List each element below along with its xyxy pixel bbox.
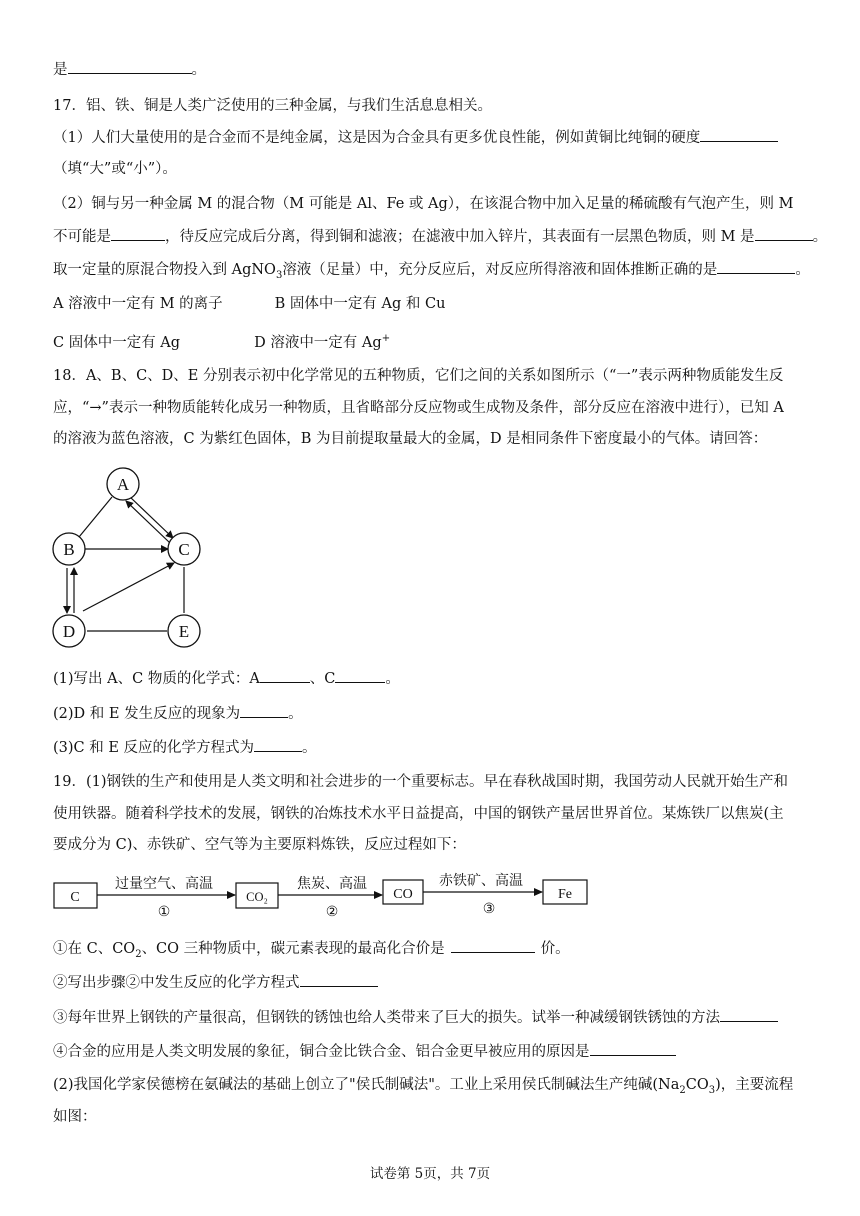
flow-step-3: ③ bbox=[482, 901, 496, 917]
q18-text: 。 bbox=[385, 671, 400, 687]
q19-text: CO bbox=[685, 1077, 709, 1093]
answer-blank bbox=[335, 667, 385, 683]
subscript: 3 bbox=[275, 269, 283, 281]
q17-part1-text: （1）人们大量使用的是合金而不是纯金属，这是因为合金具有更多优良性能，例如黄铜比纯铜的硬度 bbox=[53, 130, 701, 146]
q18-text: 、C bbox=[309, 671, 336, 687]
flow-box-fe-label: Fe bbox=[558, 887, 572, 902]
option-a: A 溶液中一定有 M 的离子 bbox=[53, 296, 223, 312]
edge-d-to-c bbox=[83, 563, 174, 611]
q19-text: ②写出步骤②中发生反应的化学方程式 bbox=[53, 975, 300, 991]
q17-text: ，待反应完成后分离，得到铜和滤液；在滤液中加入锌片，其表面有一层黑色物质，则 M 是 bbox=[165, 229, 755, 245]
q17-part2-a: （2）铜与另一种金属 M 的混合物（M 可能是 Al、Fe 或 Ag），在该混合物中加入足量的稀硫酸有气泡产生，则 M bbox=[53, 196, 794, 212]
flow-condition-1: 过量空气、高温 bbox=[115, 876, 213, 892]
relation-diagram bbox=[48, 465, 218, 650]
q19-item3 bbox=[53, 1006, 810, 1029]
prev-suffix: 。 bbox=[191, 62, 206, 78]
q17-stem: 17．铝、铁、铜是人类广泛使用的三种金属，与我们生活息息相关。 bbox=[53, 98, 492, 114]
page-footer: 试卷第 5页，共 7页 bbox=[369, 1166, 491, 1182]
superscript: + bbox=[381, 333, 391, 344]
q18-line3: 的溶液为蓝色溶液，C 为紫红色固体，B 为目前提取量最大的金属，D 是相同条件下密度最小的气体。请回答： bbox=[53, 431, 768, 447]
q18-line2: 应，“→”表示一种物质能转化成另一种物质，且省略部分反应物或生成物及条件，部分反应在溶液中进行），已知 A bbox=[53, 400, 784, 416]
edge-c-to-a bbox=[126, 501, 170, 543]
flow-condition-2: 焦炭、高温 bbox=[297, 876, 367, 892]
answer-blank bbox=[700, 126, 778, 142]
answer-blank bbox=[755, 225, 813, 241]
q19-part2-tail: 如图： bbox=[53, 1109, 97, 1125]
q17-text: 。 bbox=[795, 262, 810, 278]
edge-a-to-c bbox=[129, 496, 173, 538]
q19-line2: 使用铁器。随着科学技术的发展，钢铁的冶炼技术水平日益提高，中国的钢铁产量居世界首位。某炼铁厂以焦炭(主 bbox=[53, 806, 784, 822]
flow-box-c-label: C bbox=[70, 890, 80, 905]
subscript: 2 bbox=[135, 948, 142, 960]
answer-blank bbox=[300, 971, 378, 987]
node-d-label: D bbox=[62, 622, 76, 641]
q19-item1 bbox=[53, 937, 810, 966]
q17-part1 bbox=[53, 126, 810, 149]
flow-step-1: ① bbox=[157, 904, 171, 920]
answer-blank bbox=[590, 1040, 676, 1056]
flow-condition-3: 赤铁矿、高温 bbox=[439, 873, 523, 889]
answer-blank bbox=[68, 58, 192, 74]
q17-part1-tail: （填“大”或“小”）。 bbox=[53, 161, 177, 177]
flow-box-co-label: CO bbox=[393, 887, 413, 902]
answer-blank bbox=[451, 937, 535, 953]
q17-text: 不可能是 bbox=[53, 229, 111, 245]
ironmaking-flowchart bbox=[53, 868, 593, 924]
q17-text: 。 bbox=[812, 229, 828, 245]
q19-text: ④合金的应用是人类文明发展的象征，铜合金比铁合金、铝合金更早被应用的原因是 bbox=[53, 1044, 590, 1060]
q18-text: (1)写出 A、C 物质的化学式：A bbox=[53, 671, 260, 687]
q18-sub3 bbox=[53, 736, 810, 759]
answer-blank bbox=[260, 667, 310, 683]
answer-blank bbox=[240, 702, 288, 718]
q19-text: 、CO 三种物质中，碳元素表现的最高化合价是 bbox=[141, 941, 445, 957]
q18-text: 。 bbox=[302, 740, 317, 756]
q18-sub1 bbox=[53, 667, 810, 690]
answer-blank bbox=[111, 225, 165, 241]
flow-step-2: ② bbox=[325, 904, 339, 920]
q19-line3: 要成分为 C)、赤铁矿、空气等为主要原料炼铁，反应过程如下： bbox=[53, 837, 466, 853]
q18-text: 。 bbox=[288, 706, 303, 722]
q18-text: (3)C 和 E 反应的化学方程式为 bbox=[53, 740, 255, 756]
flow-box-co2-label: CO₂ bbox=[246, 890, 268, 904]
node-a-label: A bbox=[116, 475, 130, 494]
q17-text: 溶液（足量）中，充分反应后，对反应所得溶液和固体推断正确的是 bbox=[282, 262, 718, 278]
q19-line1: 19．(1)钢铁的生产和使用是人类文明和社会进步的一个重要标志。早在春秋战国时期，我国劳动人民就开始生产和 bbox=[53, 774, 788, 790]
q19-text: 价。 bbox=[540, 941, 570, 957]
option-b: B 固体中一定有 Ag 和 Cu bbox=[274, 296, 446, 312]
q18-text: (2)D 和 E 发生反应的现象为 bbox=[53, 706, 241, 722]
q17-text: 取一定量的原混合物投入到 AgNO bbox=[53, 262, 276, 278]
q18-line1: 18．A、B、C、D、E 分别表示初中化学常见的五种物质，它们之间的关系如图所示（“一”表示两种物质能发生反 bbox=[53, 368, 784, 384]
node-e-label: E bbox=[178, 622, 190, 641]
q17-options-cd bbox=[53, 328, 810, 354]
q17-part2-c bbox=[53, 258, 810, 287]
q19-item4 bbox=[53, 1040, 810, 1063]
answer-blank bbox=[720, 1006, 778, 1022]
q19-text: (2)我国化学家侯德榜在氨碱法的基础上创立了"侯氏制碱法"。工业上采用侯氏制碱法生产纯碱(Na bbox=[53, 1077, 680, 1093]
subscript: 2 bbox=[679, 1084, 686, 1096]
option-d: D 溶液中一定有 Ag bbox=[254, 334, 382, 351]
edge-a-b bbox=[79, 497, 112, 537]
option-c: C 固体中一定有 Ag bbox=[53, 334, 181, 351]
answer-blank bbox=[254, 736, 302, 752]
node-c-label: C bbox=[178, 540, 190, 559]
q17-options-ab bbox=[53, 293, 810, 315]
prev-prefix: 是 bbox=[53, 62, 68, 78]
q19-text: ①在 C、CO bbox=[53, 941, 136, 957]
q19-text: )，主要流程 bbox=[715, 1077, 794, 1093]
subscript: 3 bbox=[708, 1084, 716, 1096]
q19-text: ③每年世界上钢铁的产量很高，但钢铁的锈蚀也给人类带来了巨大的损失。试举一种减缓钢铁锈蚀的方法 bbox=[53, 1010, 720, 1026]
prev-answer-line bbox=[53, 58, 810, 81]
q19-part2 bbox=[53, 1074, 810, 1102]
q18-sub2 bbox=[53, 702, 810, 725]
answer-blank bbox=[717, 258, 795, 274]
q17-part2-b bbox=[53, 225, 828, 248]
node-b-label: B bbox=[63, 540, 75, 559]
q19-item2 bbox=[53, 971, 810, 994]
